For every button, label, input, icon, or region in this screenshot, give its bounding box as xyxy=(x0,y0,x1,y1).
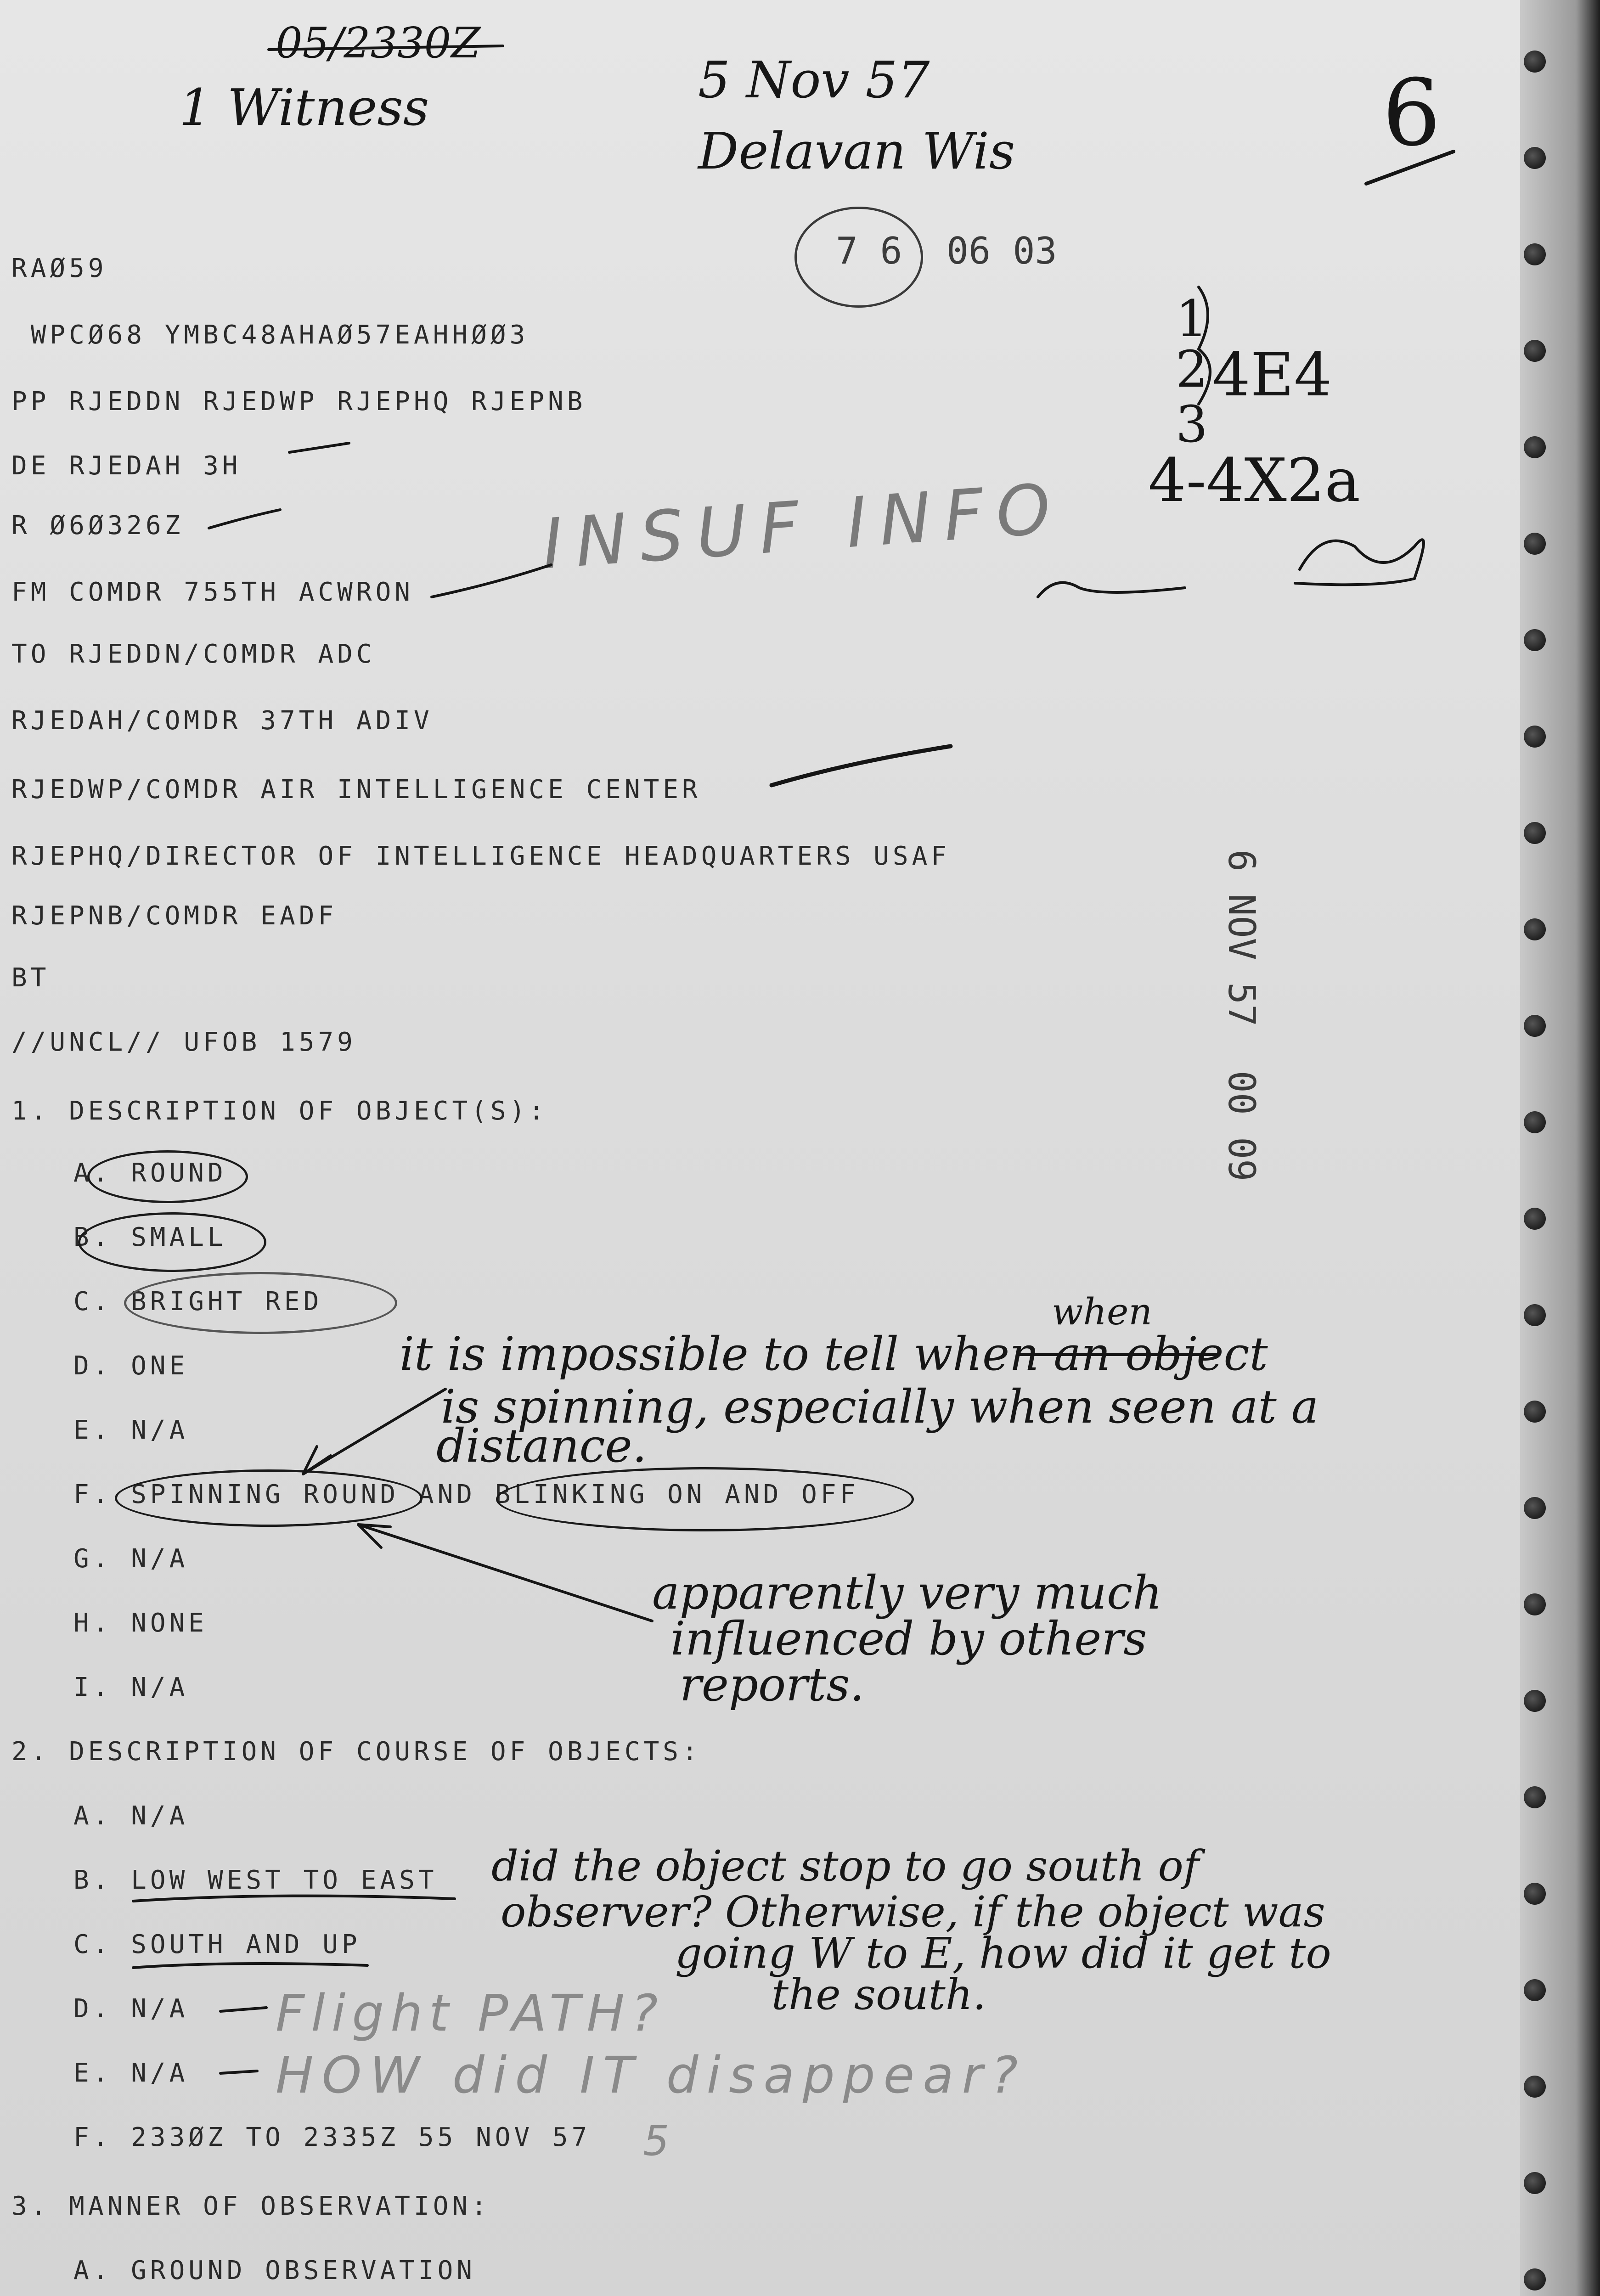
section-item: H. NONE xyxy=(73,1608,208,1638)
course-note-line: going W to E, how did it get to xyxy=(675,1929,1331,1978)
section-heading: 2. DESCRIPTION OF COURSE OF OBJECTS: xyxy=(11,1737,701,1767)
dtg-note: 05/2330Z xyxy=(276,18,481,68)
section-item: I. N/A xyxy=(73,1672,189,1702)
arrow-head-2 xyxy=(358,1525,390,1548)
dash-flight xyxy=(220,2008,266,2011)
side-date-stamp: 6 NOV 57 00 09 xyxy=(1220,850,1263,1182)
flight-path-note: Flight PATH? xyxy=(276,1984,665,2043)
route-note-1: 1 xyxy=(1176,289,1208,348)
influence-note-line: apparently very much xyxy=(652,1566,1162,1620)
disappear-note: HOW did IT disappear? xyxy=(276,2046,1026,2105)
msg-line: DE RJEDAH 3H xyxy=(11,451,242,481)
section-item: D. ONE xyxy=(73,1351,189,1381)
date-note: 5 Nov 57 xyxy=(698,51,930,109)
section-item: E. N/A xyxy=(73,2058,189,2088)
msg-line: RJEDWP/COMDR AIR INTELLIGENCE CENTER xyxy=(11,775,701,805)
nov-correction: 5 xyxy=(643,2117,670,2165)
section-heading: 1. DESCRIPTION OF OBJECT(S): xyxy=(11,1096,548,1126)
tick-fm xyxy=(432,565,551,597)
msg-line: RJEPHQ/DIRECTOR OF INTELLIGENCE HEADQUARTERS USAF xyxy=(11,841,951,871)
scribble-a xyxy=(1038,583,1185,597)
underline-low-west xyxy=(133,1896,455,1901)
section-heading: 3. MANNER OF OBSERVATION: xyxy=(11,2191,490,2221)
section-item: E. N/A xyxy=(73,1415,189,1445)
section-item: D. N/A xyxy=(73,1994,189,2024)
course-note-line: the south. xyxy=(772,1970,986,2019)
section-item: C. SOUTH AND UP xyxy=(73,1930,361,1959)
msg-line: R Ø6Ø326Z xyxy=(11,511,184,540)
course-note-line: observer? Otherwise, if the object was xyxy=(501,1887,1325,1936)
arrow-to-blinking xyxy=(358,1525,652,1621)
influence-note-line: reports. xyxy=(680,1658,865,1711)
section-item: F. SPINNING ROUND AND BLINKING ON AND OFF xyxy=(73,1480,859,1509)
tick-aic xyxy=(772,746,951,785)
insuf-info-note: INSUF INFO xyxy=(540,468,1066,585)
witness-note: 1 Witness xyxy=(179,78,429,137)
msg-line: FM COMDR 755TH ACWRON xyxy=(11,577,414,607)
msg-line: RAØ59 xyxy=(11,253,107,283)
msg-line: BT xyxy=(11,963,50,993)
msg-line: PP RJEDDN RJEDWP RJEPHQ RJEPNB xyxy=(11,387,586,416)
msg-line: RJEPNB/COMDR EADF xyxy=(11,901,338,931)
influence-note-line: influenced by others xyxy=(670,1612,1147,1666)
spinning-note-insert: when xyxy=(1052,1290,1152,1333)
section-item: A. GROUND OBSERVATION xyxy=(73,2256,476,2285)
section-item: G. N/A xyxy=(73,1544,189,1574)
dash-disappear xyxy=(220,2071,257,2073)
strikethrough-1 xyxy=(269,46,503,50)
section-item: A. ROUND xyxy=(73,1158,227,1188)
tick-de xyxy=(289,443,349,452)
msg-line: TO RJEDDN/COMDR ADC xyxy=(11,639,376,669)
bracket-mark xyxy=(1199,287,1210,404)
tick-r xyxy=(209,510,280,528)
spinning-note-line: distance. xyxy=(436,1419,647,1473)
section-item: B. LOW WEST TO EAST xyxy=(73,1865,438,1895)
section-item: F. 233ØZ TO 2335Z 55 NOV 57 xyxy=(73,2122,591,2152)
page-number: 6 xyxy=(1382,60,1441,167)
slash-6 xyxy=(1366,152,1454,184)
course-note-line: did the object stop to go south of xyxy=(491,1841,1199,1891)
route-note-2: 2 xyxy=(1176,340,1208,399)
route-note-4e4: 4E4 xyxy=(1212,340,1332,410)
section-item: B. SMALL xyxy=(73,1222,227,1252)
received-stamp: 7 6 06 03 xyxy=(836,230,1057,272)
underline-south xyxy=(133,1964,367,1968)
spinning-note-line: is spinning, especially when seen at a xyxy=(441,1380,1319,1434)
msg-subject: //UNCL// UFOB 1579 xyxy=(11,1027,356,1057)
msg-line: WPCØ68 YMBC48AHAØ57EAHHØØ3 xyxy=(11,320,529,350)
section-item: C. BRIGHT RED xyxy=(73,1287,323,1317)
place-note: Delavan Wis xyxy=(698,122,1015,180)
route-note-4x2a: 4-4X2a xyxy=(1148,445,1361,515)
route-note-3: 3 xyxy=(1176,395,1208,454)
scribble-initials xyxy=(1295,540,1424,585)
msg-line: RJEDAH/COMDR 37TH ADIV xyxy=(11,706,433,736)
spinning-note-line: it is impossible to tell when an object xyxy=(400,1327,1268,1381)
section-item: A. N/A xyxy=(73,1801,189,1831)
